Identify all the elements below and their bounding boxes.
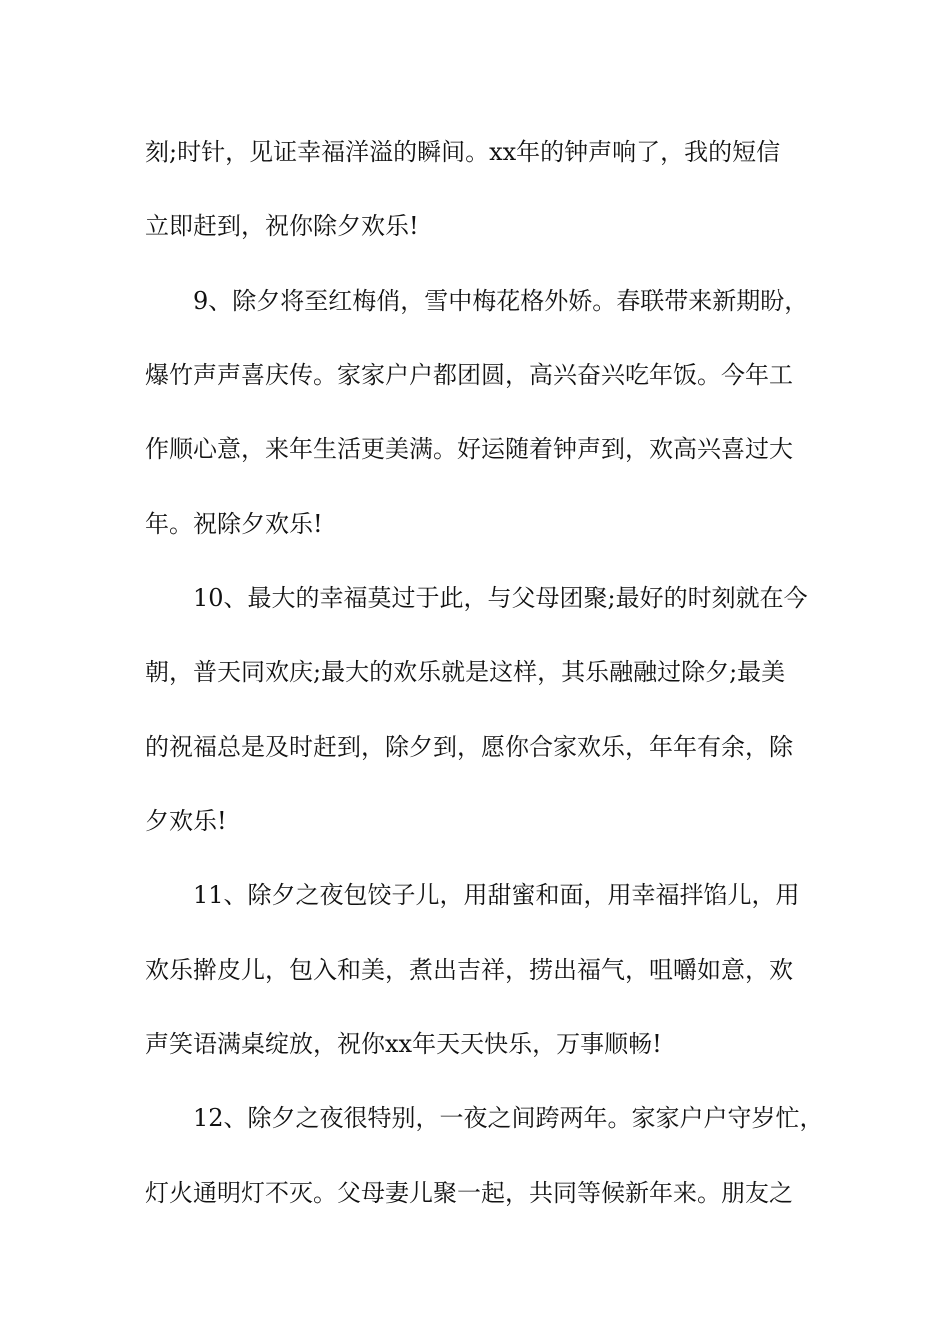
paragraph-start-line: 9、除夕将至红梅俏，雪中梅花格外娇。春联带来新期盼， [193,287,809,315]
text-line: 年。祝除夕欢乐! [145,510,323,538]
text-line: 声笑语满桌绽放，祝你xx年天天快乐，万事顺畅! [145,1030,662,1058]
text-line: 夕欢乐! [145,807,227,835]
text-line: 立即赶到，祝你除夕欢乐! [145,212,419,240]
paragraph-start-line: 12、除夕之夜很特别，一夜之间跨两年。家家户户守岁忙， [193,1104,824,1132]
text-line: 欢乐擀皮儿，包入和美，煮出吉祥，捞出福气，咀嚼如意，欢 [145,956,793,984]
text-line: 爆竹声声喜庆传。家家户户都团圆，高兴奋兴吃年饭。今年工 [145,361,793,389]
text-line: 灯火通明灯不灭。父母妻儿聚一起，共同等候新年来。朋友之 [145,1179,793,1207]
text-line: 朝，普天同欢庆;最大的欢乐就是这样，其乐融融过除夕;最美 [145,658,786,686]
text-line: 的祝福总是及时赶到，除夕到，愿你合家欢乐，年年有余，除 [145,733,793,761]
paragraph-start-line: 10、最大的幸福莫过于此，与父母团聚;最好的时刻就在今 [193,584,808,612]
text-line: 刻;时针，见证幸福洋溢的瞬间。xx年的钟声响了，我的短信 [145,138,781,166]
paragraph-start-line: 11、除夕之夜包饺子儿，用甜蜜和面，用幸福拌馅儿，用 [193,881,800,909]
text-line: 作顺心意，来年生活更美满。好运随着钟声到，欢高兴喜过大 [145,435,793,463]
